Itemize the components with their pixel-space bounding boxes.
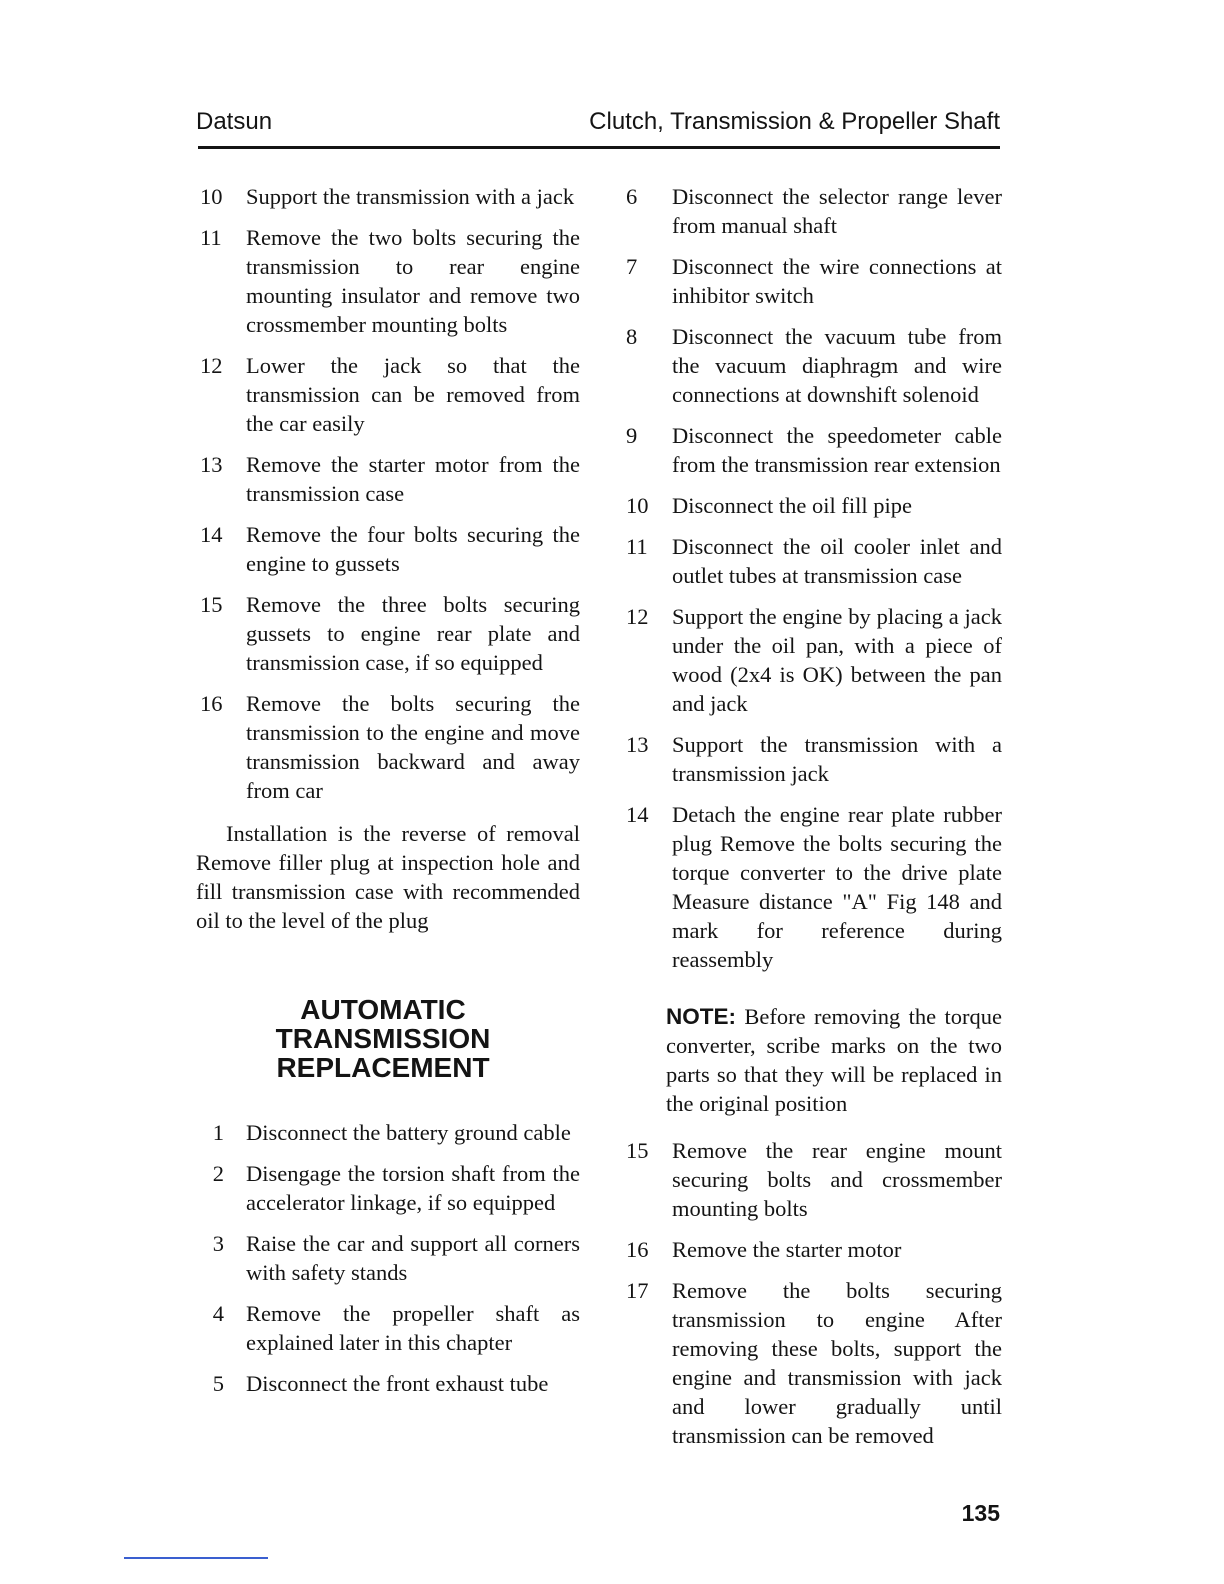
step-number: 5 [212, 1371, 224, 1396]
header-chapter-title: Clutch, Transmission & Propeller Shaft [589, 108, 1000, 135]
list-item [196, 1299, 580, 1357]
running-header [196, 106, 1000, 142]
step-text: Remove the starter motor [672, 1237, 902, 1262]
step-list-automatic-final [622, 1136, 1002, 1450]
list-item [622, 532, 1002, 590]
step-number: 17 [626, 1278, 649, 1303]
step-number: 8 [626, 324, 638, 349]
list-item [622, 1276, 1002, 1450]
list-item [622, 421, 1002, 479]
list-item [196, 450, 580, 508]
step-text: Remove the four bolts securing the engine to gussets [246, 522, 580, 576]
step-text: Remove the propeller shaft as explained later in this chapter [246, 1301, 580, 1355]
header-brand: Datsun [196, 108, 273, 135]
step-list-automatic [196, 1118, 580, 1398]
step-number: 14 [626, 802, 649, 827]
step-text: Disconnect the front exhaust tube [246, 1371, 549, 1396]
list-item [196, 590, 580, 677]
header-rule [198, 146, 1000, 149]
list-item [196, 1159, 580, 1217]
list-item [622, 182, 1002, 240]
step-text: Disengage the torsion shaft from the accelerator linkage, if so equipped [246, 1161, 580, 1215]
note-label: NOTE: [666, 1004, 736, 1029]
left-column [196, 182, 580, 1410]
list-item [196, 689, 580, 805]
step-number: 15 [626, 1138, 649, 1163]
section-heading [196, 995, 580, 1082]
step-text: Support the transmission with a jack [246, 184, 575, 209]
section-heading-line: REPLACEMENT [276, 1052, 490, 1083]
list-item [196, 1229, 580, 1287]
list-item [622, 491, 1002, 520]
step-number: 2 [212, 1161, 224, 1186]
list-item [196, 1118, 580, 1147]
step-number: 11 [200, 225, 222, 250]
step-number: 13 [626, 732, 649, 757]
step-number: 14 [200, 522, 223, 547]
list-item [622, 602, 1002, 718]
step-text: Disconnect the selector range lever from manual shaft [672, 184, 1002, 238]
footer-link-underline [124, 1557, 268, 1559]
step-number: 13 [200, 452, 223, 477]
step-text: Disconnect the speedometer cable from the transmission rear extension [672, 423, 1002, 477]
step-text: Remove the starter motor from the transmission case [246, 452, 580, 506]
step-text: Remove the two bolts securing the transmission to rear engine mounting insulator and remove two crossmember mounting bolts [246, 225, 580, 337]
step-text: Remove the bolts securing the transmission to the engine and move transmission backward and away from car [246, 691, 580, 803]
right-column [622, 182, 1002, 1462]
step-text: Remove the rear engine mount securing bolts and crossmember mounting bolts [672, 1138, 1002, 1221]
step-list-automatic-continued [622, 182, 1002, 974]
step-number: 11 [626, 534, 648, 559]
step-text: Raise the car and support all corners with safety stands [246, 1231, 580, 1285]
step-text: Disconnect the wire connections at inhibitor switch [672, 254, 1002, 308]
step-text: Lower the jack so that the transmission can be removed from the car easily [246, 353, 580, 436]
installation-paragraph: Installation is the reverse of removal Remove filler plug at inspection hole and fill transmission case with recommended oil to the level of the plug [196, 821, 580, 933]
step-number: 7 [626, 254, 638, 279]
step-number: 16 [626, 1237, 649, 1262]
section-heading-line: AUTOMATIC [300, 994, 466, 1025]
step-text: Support the engine by placing a jack under the oil pan, with a piece of wood (2x4 is OK) between the pan and jack [672, 604, 1002, 716]
step-text: Disconnect the oil cooler inlet and outlet tubes at transmission case [672, 534, 1002, 588]
list-item [196, 223, 580, 339]
step-number: 10 [200, 184, 223, 209]
step-number: 12 [200, 353, 223, 378]
step-number: 1 [212, 1120, 224, 1145]
step-number: 6 [626, 184, 638, 209]
step-number: 16 [200, 691, 223, 716]
step-text: Disconnect the battery ground cable [246, 1120, 571, 1145]
step-list-manual [196, 182, 580, 805]
list-item [622, 322, 1002, 409]
step-number: 4 [212, 1301, 224, 1326]
step-number: 9 [626, 423, 638, 448]
step-number: 15 [200, 592, 223, 617]
list-item [196, 351, 580, 438]
list-item [196, 520, 580, 578]
list-item [622, 1136, 1002, 1223]
step-text: Remove the bolts securing transmission to engine After removing these bolts, support the engine and transmission with jack and lower gradually until transmission can be removed [672, 1278, 1002, 1448]
step-number: 10 [626, 493, 649, 518]
list-item [622, 252, 1002, 310]
step-text: Disconnect the vacuum tube from the vacuum diaphragm and wire connections at downshift solenoid [672, 324, 1002, 407]
list-item [196, 182, 580, 211]
list-item [622, 1235, 1002, 1264]
step-number: 12 [626, 604, 649, 629]
list-item [622, 800, 1002, 974]
list-item [196, 1369, 580, 1398]
note-text: Before removing the torque converter, scribe marks on the two parts so that they will be replaced in the original position [666, 1004, 1003, 1116]
section-heading-line: TRANSMISSION [275, 1023, 491, 1054]
step-text: Remove the three bolts securing gussets to engine rear plate and transmission case, if so equipped [246, 592, 580, 675]
step-number: 3 [212, 1231, 224, 1256]
step-text: Support the transmission with a transmission jack [672, 732, 1002, 786]
page-number: 135 [961, 1500, 1000, 1526]
note-block [666, 1002, 1002, 1118]
list-item [622, 730, 1002, 788]
step-text: Disconnect the oil fill pipe [672, 493, 912, 518]
step-text: Detach the engine rear plate rubber plug Remove the bolts securing the torque converter to the drive plate Measure distance "A" Fig 148 and mark for reference during reassembly [672, 802, 1002, 972]
